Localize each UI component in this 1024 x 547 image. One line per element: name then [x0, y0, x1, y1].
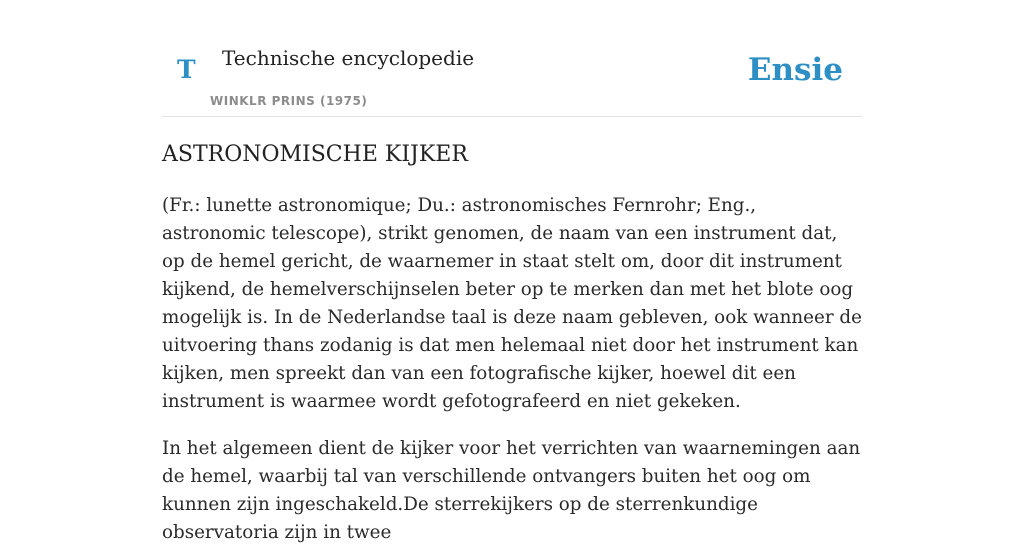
- article-paragraph: In het algemeen dient de kijker voor het verrichten van waarnemingen aan de hemel, waarbij tal van verschillende ontvangers buiten het oog om kunnen zijn ingeschakeld.De sterrekijkers op de sterrenkundige observatoria zijn in twee: [162, 438, 861, 543]
- book-logo[interactable]: T: [177, 55, 196, 84]
- book-source: WINKLR PRINS (1975): [210, 94, 368, 108]
- page-header: [162, 0, 862, 117]
- article: [162, 136, 862, 547]
- article-title: ASTRONOMISCHE KIJKER: [162, 142, 468, 167]
- book-title-link[interactable]: Technische encyclopedie: [222, 46, 475, 70]
- article-paragraph: (Fr.: lunette astronomique; Du.: astronomisches Fernrohr; Eng., astronomic telescope), strikt genomen, de naam van een instrument dat, op de hemel gericht, de waarnemer in staat stelt om, door dit instrument kijkend, de hemelverschijnselen beter op te merken dan met het blote oog mogelijk is. In de Nederlandse taal is deze naam gebleven, ook wanneer de uitvoering thans zodanig is dat men helemaal niet door het instrument kan kijken, men spreekt dan van een fotografische kijker, hoewel dit een instrument is waarmee wordt gefotografeerd en niet gekeken.: [162, 195, 862, 412]
- brand-logo-link[interactable]: Ensie: [747, 52, 843, 88]
